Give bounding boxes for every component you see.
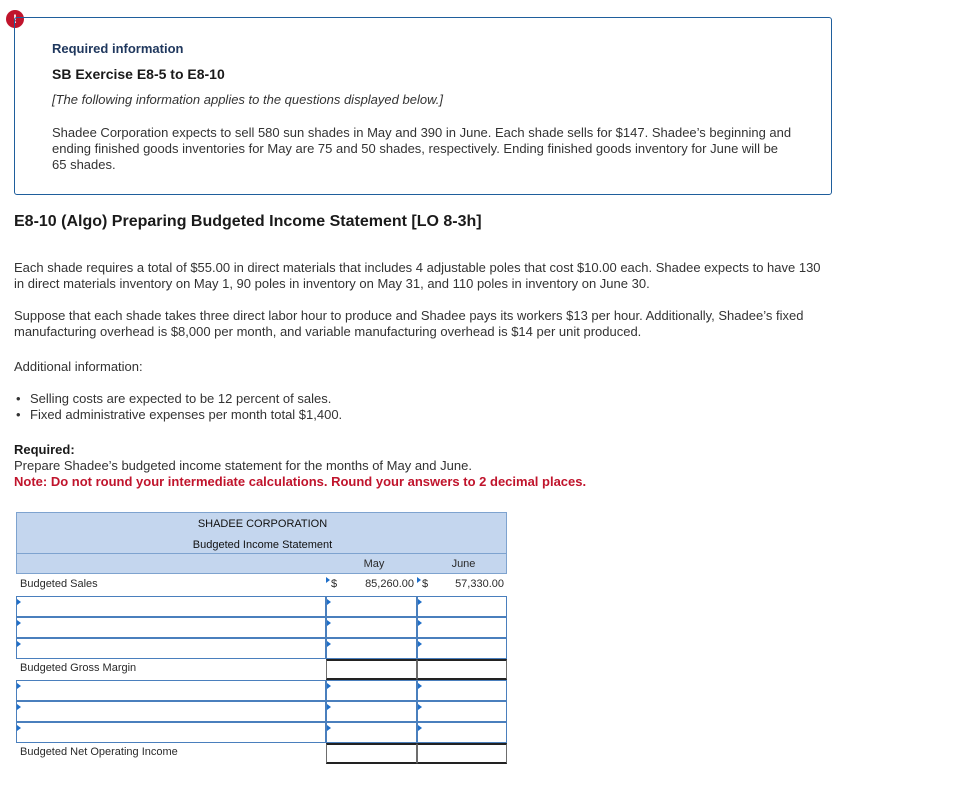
- required-information-heading: Required information: [52, 41, 184, 56]
- additional-info-label: Additional information:: [14, 359, 143, 374]
- list-item: • Fixed administrative expenses per month total $1,400.: [14, 407, 342, 423]
- june-amount-field[interactable]: [417, 617, 507, 638]
- input-marker-icon: [17, 683, 21, 689]
- may-amount-field[interactable]: [326, 575, 417, 596]
- column-header-june: June: [451, 558, 476, 570]
- may-amount-field[interactable]: [326, 743, 417, 764]
- additional-info-list: [14, 391, 342, 423]
- input-marker-icon: [418, 641, 422, 647]
- income-statement-table: [16, 512, 507, 765]
- input-marker-icon: [17, 599, 21, 605]
- input-marker-icon: [418, 683, 422, 689]
- input-marker-icon: [418, 725, 422, 731]
- input-marker-icon: [17, 641, 21, 647]
- table-row: [16, 722, 507, 743]
- june-amount-field[interactable]: [417, 575, 507, 596]
- may-amount-field[interactable]: [326, 701, 417, 722]
- input-marker-icon: [418, 599, 422, 605]
- row-label: Budgeted Sales: [16, 575, 326, 596]
- may-amount-field[interactable]: [326, 680, 417, 701]
- table-row: [16, 680, 507, 701]
- row-label-input[interactable]: [16, 722, 326, 743]
- table-row: [16, 659, 507, 680]
- column-header-may: May: [363, 558, 385, 570]
- june-amount-field[interactable]: [417, 743, 507, 764]
- table-row: [16, 617, 507, 638]
- required-label: Required:: [14, 442, 75, 457]
- june-amount-field[interactable]: [417, 596, 507, 617]
- row-label-input[interactable]: [16, 638, 326, 659]
- table-row: [16, 701, 507, 722]
- input-marker-icon: [327, 725, 331, 731]
- june-amount-field[interactable]: [417, 701, 507, 722]
- input-marker-icon: [17, 725, 21, 731]
- required-text: Prepare Shadee’s budgeted income statement for the months of May and June.: [14, 458, 472, 473]
- input-marker-icon: [17, 704, 21, 710]
- currency-symbol: $: [422, 578, 429, 590]
- input-marker-icon: [418, 704, 422, 710]
- input-marker-icon: [17, 620, 21, 626]
- input-marker-icon: [327, 641, 331, 647]
- applies-note: [The following information applies to the questions displayed below.]: [52, 92, 443, 107]
- june-amount-field[interactable]: [417, 722, 507, 743]
- labor-paragraph: Suppose that each shade takes three direct labor hour to produce and Shadee pays its workers $13 per hour. Additionally, Shadee’s fixed manufacturing overhead is $8,000 per month, and variable manufacturing overhead is $14 per unit produced.: [14, 308, 804, 339]
- alert-icon: !: [6, 10, 24, 28]
- may-amount-field[interactable]: [326, 617, 417, 638]
- currency-symbol: $: [331, 578, 338, 590]
- may-amount-field[interactable]: [326, 659, 417, 680]
- june-amount-field[interactable]: [417, 638, 507, 659]
- materials-paragraph: Each shade requires a total of $55.00 in direct materials that includes 4 adjustable poles that cost $10.00 each. Shadee expects to have 130 in direct materials inventory on May 1, 90 poles in inventory on May 31, and 110 poles in inventory on June 30.: [14, 260, 821, 291]
- june-amount-field[interactable]: [417, 659, 507, 680]
- table-row: [16, 638, 507, 659]
- input-marker-icon: [418, 620, 422, 626]
- statement-header: [16, 512, 507, 554]
- exercise-reference: SB Exercise E8-5 to E8-10: [52, 66, 225, 82]
- rounding-note: Note: Do not round your intermediate calculations. Round your answers to 2 decimal places.: [14, 474, 587, 489]
- june-amount-field[interactable]: [417, 680, 507, 701]
- input-marker-icon: [327, 683, 331, 689]
- column-header-row: [16, 554, 507, 574]
- june-amount: 57,330.00: [455, 578, 504, 590]
- input-marker-icon: [327, 599, 331, 605]
- may-amount: 85,260.00: [365, 578, 414, 590]
- may-amount-field[interactable]: [326, 722, 417, 743]
- row-label: Budgeted Net Operating Income: [16, 743, 326, 764]
- list-item: • Selling costs are expected to be 12 percent of sales.: [14, 391, 342, 407]
- row-label-input[interactable]: [16, 680, 326, 701]
- scenario-description: Shadee Corporation expects to sell 580 sun shades in May and 390 in June. Each shade sells for $147. Shadee’s beginning and ending finished goods inventories for May are 75 and 50 shades, respectively. Ending finished goods inventory for June will be 65 shades.: [52, 125, 792, 172]
- table-row: [16, 743, 507, 764]
- row-label-input[interactable]: [16, 617, 326, 638]
- row-label-input[interactable]: [16, 596, 326, 617]
- input-marker-icon: [417, 577, 421, 583]
- may-amount-field[interactable]: [326, 638, 417, 659]
- may-amount-field[interactable]: [326, 596, 417, 617]
- input-marker-icon: [327, 620, 331, 626]
- input-marker-icon: [327, 704, 331, 710]
- row-label-input[interactable]: [16, 701, 326, 722]
- company-name: SHADEE CORPORATION: [197, 518, 328, 530]
- required-information-box: [14, 17, 832, 195]
- statement-title: Budgeted Income Statement: [192, 539, 333, 551]
- table-row: [16, 596, 507, 617]
- input-marker-icon: [326, 577, 330, 583]
- row-label: Budgeted Gross Margin: [16, 659, 326, 680]
- exercise-title: E8-10 (Algo) Preparing Budgeted Income Statement [LO 8-3h]: [14, 213, 482, 230]
- table-row: [16, 575, 507, 596]
